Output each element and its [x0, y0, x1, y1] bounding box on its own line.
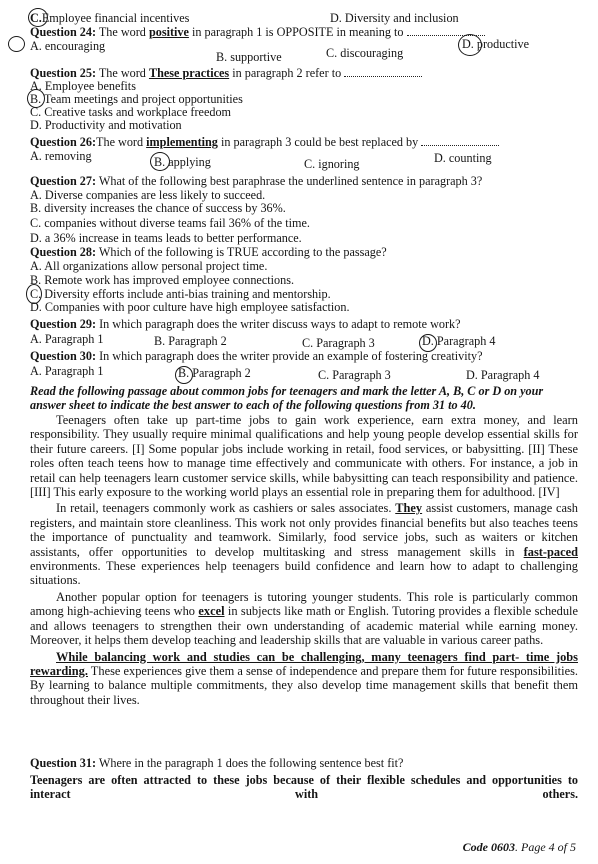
q29-option-c[interactable]: C. Paragraph 3	[302, 336, 375, 350]
q30-option-c[interactable]: C. Paragraph 3	[318, 368, 391, 382]
answer-blank	[344, 66, 422, 77]
q29-options	[30, 332, 578, 350]
q27-option-d[interactable]: D. a 36% increase in teams leads to better performance.	[30, 231, 302, 245]
q25-option-b[interactable]: B. Team meetings and project opportunities	[30, 92, 243, 106]
q31-sentence: Teenagers are often attracted to these jobs because of their flexible schedules and opportunities to interact with others.	[30, 773, 578, 801]
passage-paragraph-1: Teenagers often take up part-time jobs to gain work experience, earn extra money, and learn responsibility. They usually require minimal qualifications and help young people develop essential skills for their future careers. [I] Some popular jobs include working in retail, food services, or babysitting. [II] These roles often teach teens how to manage time effectively and communicate with others. For instance, a job in retail can help teenagers learn customer service skills, while babysitting can teach responsibility and patience. [III] This early exposure to the working world plays an essential role in preparing them for adulthood. [IV]	[30, 413, 578, 500]
answer-blank	[421, 135, 499, 146]
q31-stem: Question 31: Where in the paragraph 1 does the following sentence best fit?	[30, 756, 404, 770]
q26-options	[30, 149, 578, 171]
q26-option-c[interactable]: C. ignoring	[304, 157, 360, 171]
page-number: . Page 4 of 5	[515, 840, 576, 854]
passage-paragraph-3: Another popular option for teenagers is tutoring younger students. This role is particularly common among high-achieving teens who excel in subjects like math or English. Tutoring provides a flexible schedule and allows teenagers to strengthen their own understanding of academic material while earning money. Moreover, it helps them develop teaching and leadership skills that are valuable in various career paths.	[30, 589, 578, 648]
q28-option-d[interactable]: D. Companies with poor culture have high employee satisfaction.	[30, 300, 350, 314]
q27-option-c[interactable]: C. companies without diverse teams fail 36% of the time.	[30, 216, 310, 230]
q26-stem: Question 26:The word implementing in paragraph 3 could be best replaced by	[30, 135, 578, 149]
q28-stem: Question 28: Which of the following is TRUE according to the passage?	[30, 245, 387, 259]
q28-option-c[interactable]: C. Diversity efforts include anti-bias training and mentorship.	[30, 287, 331, 301]
q25-option-c[interactable]: C. Creative tasks and workplace freedom	[30, 105, 232, 119]
q27-option-a[interactable]: A. Diverse companies are less likely to succeed.	[30, 188, 266, 202]
passage-paragraph-4: While balancing work and studies can be challenging, many teenagers find part- time jobs rewarding. These experiences give them a sense of independence and prepare them for future responsibilities. By learning to balance multiple commitments, they also develop time management skills that benefit them throughout their lives.	[30, 649, 578, 707]
q26-option-b[interactable]: B. applying	[154, 155, 211, 169]
q25-option-d[interactable]: D. Productivity and motivation	[30, 118, 182, 132]
reading-passage	[30, 413, 578, 707]
q29-option-a[interactable]: A. Paragraph 1	[30, 332, 104, 346]
q27-stem: Question 27: What of the following best paraphrase the underlined sentence in paragraph 3?	[30, 174, 483, 188]
q28-option-a[interactable]: A. All organizations allow personal project time.	[30, 259, 268, 273]
q30-option-d[interactable]: D. Paragraph 4	[466, 368, 540, 382]
q23-option-c[interactable]: C.Employee financial incentives	[30, 11, 190, 25]
q25-stem: Question 25: The word These practices in paragraph 2 refer to	[30, 66, 578, 80]
q23-option-row	[30, 12, 578, 25]
q24-stem: Question 24: The word positive in paragraph 1 is OPPOSITE in meaning to	[30, 25, 578, 39]
q24-option-b[interactable]: B. supportive	[216, 50, 282, 64]
q27-option-b[interactable]: B. diversity increases the chance of success by 36%.	[30, 201, 286, 215]
passage-paragraph-2: In retail, teenagers commonly work as cashiers or sales associates. They assist customers, manage cash registers, and maintain store cleanliness. This work not only provides financial benefits but also teaches teens the importance of punctuality and teamwork. Similarly, food service jobs, such as waiters or kitchen assistants, offer opportunities to develop multitasking and stress management skills in fast-paced environments. These experiences help teenagers build confidence and learn how to adapt to challenging situations.	[30, 501, 579, 588]
q30-option-b[interactable]: B. Paragraph 2	[178, 366, 251, 380]
exam-code: Code 0603	[462, 840, 515, 854]
q26-option-a[interactable]: A. removing	[30, 149, 92, 163]
q30-options	[30, 364, 578, 382]
q29-option-d[interactable]: D. Paragraph 4	[422, 334, 496, 348]
q24-option-d[interactable]: D. productive	[462, 37, 530, 51]
section-instruction: Read the following passage about common jobs for teenagers and mark the letter A, B, C or D on your answer sheet to indicate the best answer to each of the following questions from 31 to 40.	[30, 384, 544, 412]
q29-stem: Question 29: In which paragraph does the writer discuss ways to adapt to remote work?	[30, 317, 461, 331]
answer-blank	[407, 25, 485, 36]
q30-stem: Question 30: In which paragraph does the writer provide an example of fostering creativity?	[30, 349, 483, 363]
q28-option-b[interactable]: B. Remote work has improved employee connections.	[30, 273, 295, 287]
q30-option-a[interactable]: A. Paragraph 1	[30, 364, 104, 378]
q23-option-d[interactable]: D. Diversity and inclusion	[330, 11, 459, 25]
q24-options	[30, 37, 578, 64]
q29-option-b[interactable]: B. Paragraph 2	[154, 334, 227, 348]
q24-option-a[interactable]: A. encouraging	[30, 39, 106, 53]
q24-option-c[interactable]: C. discouraging	[326, 46, 404, 60]
page-footer	[463, 840, 576, 855]
q26-option-d[interactable]: D. counting	[434, 151, 492, 165]
margin-note-mark	[8, 36, 25, 52]
q25-option-a[interactable]: A. Employee benefits	[30, 79, 136, 93]
